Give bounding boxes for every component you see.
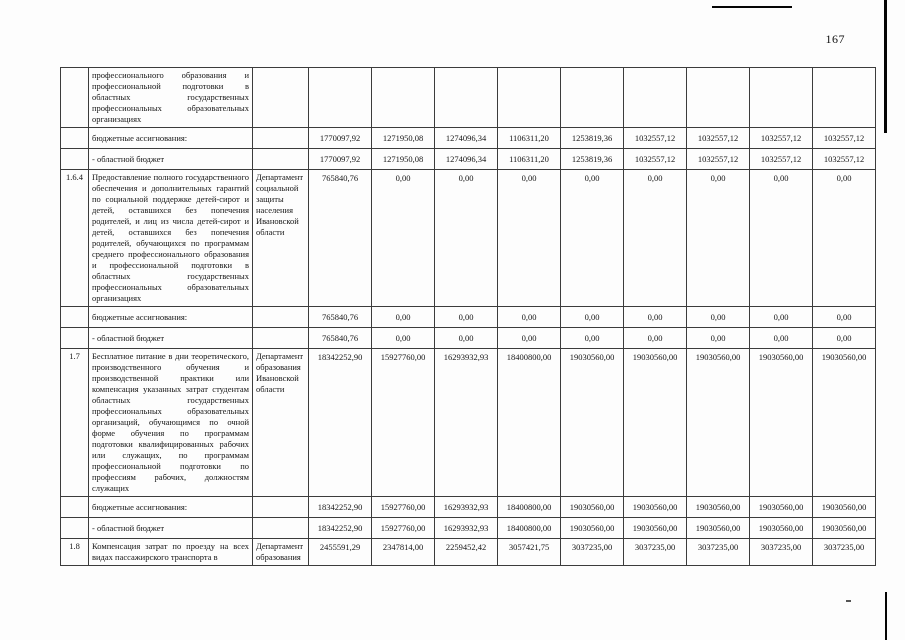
value-cell: 0,00 bbox=[687, 307, 750, 328]
table-row bbox=[61, 497, 876, 518]
department-cell bbox=[253, 307, 309, 328]
row-number-cell bbox=[61, 307, 89, 328]
value-cell bbox=[372, 68, 435, 128]
scan-artifact-top-line bbox=[712, 6, 792, 8]
value-cell: 2259452,42 bbox=[435, 539, 498, 566]
value-cell: 18400800,00 bbox=[498, 497, 561, 518]
value-cell: 0,00 bbox=[813, 328, 876, 349]
page-number: 167 bbox=[825, 32, 845, 46]
row-number-cell: 1.6.4 bbox=[61, 170, 89, 307]
department-cell bbox=[253, 328, 309, 349]
value-cell bbox=[687, 68, 750, 128]
value-cell: 19030560,00 bbox=[687, 518, 750, 539]
value-cell: 1032557,12 bbox=[687, 149, 750, 170]
value-cell: 0,00 bbox=[372, 328, 435, 349]
value-cell: 18342252,90 bbox=[309, 349, 372, 497]
value-cell: 3037235,00 bbox=[561, 539, 624, 566]
value-cell: 0,00 bbox=[372, 307, 435, 328]
row-number-cell bbox=[61, 149, 89, 170]
value-cell: 0,00 bbox=[498, 328, 561, 349]
value-cell: 3037235,00 bbox=[687, 539, 750, 566]
description-cell: - областной бюджет bbox=[89, 328, 253, 349]
value-cell: 1032557,12 bbox=[687, 128, 750, 149]
value-cell: 3057421,75 bbox=[498, 539, 561, 566]
value-cell: 0,00 bbox=[813, 170, 876, 307]
value-cell: 19030560,00 bbox=[813, 349, 876, 497]
value-cell bbox=[624, 68, 687, 128]
value-cell: 0,00 bbox=[750, 328, 813, 349]
value-cell: 1271950,08 bbox=[372, 128, 435, 149]
value-cell: 19030560,00 bbox=[561, 497, 624, 518]
department-cell bbox=[253, 518, 309, 539]
table-row bbox=[61, 328, 876, 349]
value-cell: 19030560,00 bbox=[813, 497, 876, 518]
value-cell bbox=[309, 68, 372, 128]
description-cell: бюджетные ассигнования: bbox=[89, 128, 253, 149]
description-cell: бюджетные ассигнования: bbox=[89, 307, 253, 328]
value-cell: 19030560,00 bbox=[624, 497, 687, 518]
value-cell: 1274096,34 bbox=[435, 149, 498, 170]
value-cell: 1271950,08 bbox=[372, 149, 435, 170]
description-cell: Компенсация затрат по проезду на всех видах пассажирского транспорта в bbox=[89, 539, 253, 566]
row-number-cell bbox=[61, 128, 89, 149]
department-cell bbox=[253, 68, 309, 128]
value-cell: 1032557,12 bbox=[624, 128, 687, 149]
row-number-cell bbox=[61, 518, 89, 539]
value-cell: 19030560,00 bbox=[750, 349, 813, 497]
value-cell: 2347814,00 bbox=[372, 539, 435, 566]
value-cell: 0,00 bbox=[561, 170, 624, 307]
value-cell: 765840,76 bbox=[309, 328, 372, 349]
row-number-cell bbox=[61, 497, 89, 518]
value-cell: 19030560,00 bbox=[750, 518, 813, 539]
value-cell: 0,00 bbox=[624, 328, 687, 349]
value-cell: 0,00 bbox=[750, 170, 813, 307]
table-row bbox=[61, 68, 876, 128]
value-cell: 0,00 bbox=[561, 307, 624, 328]
value-cell: 765840,76 bbox=[309, 307, 372, 328]
value-cell: 0,00 bbox=[561, 328, 624, 349]
value-cell: 0,00 bbox=[750, 307, 813, 328]
department-cell bbox=[253, 149, 309, 170]
value-cell: 1032557,12 bbox=[750, 128, 813, 149]
value-cell: 1106311,20 bbox=[498, 128, 561, 149]
scan-artifact-right-line-bottom bbox=[885, 592, 887, 640]
value-cell: 19030560,00 bbox=[561, 349, 624, 497]
department-cell: Департамент образования Ивановской области bbox=[253, 349, 309, 497]
value-cell: 1770097,92 bbox=[309, 149, 372, 170]
value-cell: 2455591,29 bbox=[309, 539, 372, 566]
value-cell: 1032557,12 bbox=[624, 149, 687, 170]
value-cell: 0,00 bbox=[372, 170, 435, 307]
scan-artifact-right-line-top bbox=[884, 0, 887, 133]
description-cell: профессионального образования и профессиональной подготовки в областных государственных профессиональных образовательных организациях bbox=[89, 68, 253, 128]
value-cell: 0,00 bbox=[435, 307, 498, 328]
budget-table-body bbox=[61, 68, 876, 566]
value-cell: 18342252,90 bbox=[309, 518, 372, 539]
value-cell: 1253819,36 bbox=[561, 149, 624, 170]
row-number-cell: 1.7 bbox=[61, 349, 89, 497]
table-row bbox=[61, 518, 876, 539]
description-cell: - областной бюджет bbox=[89, 518, 253, 539]
value-cell: 0,00 bbox=[624, 170, 687, 307]
table-row bbox=[61, 349, 876, 497]
table-row bbox=[61, 539, 876, 566]
scan-artifact-speck bbox=[846, 600, 851, 602]
value-cell bbox=[498, 68, 561, 128]
value-cell: 0,00 bbox=[435, 170, 498, 307]
value-cell: 19030560,00 bbox=[624, 349, 687, 497]
value-cell: 1770097,92 bbox=[309, 128, 372, 149]
department-cell bbox=[253, 128, 309, 149]
table-row bbox=[61, 128, 876, 149]
value-cell: 15927760,00 bbox=[372, 518, 435, 539]
value-cell: 16293932,93 bbox=[435, 497, 498, 518]
value-cell: 0,00 bbox=[624, 307, 687, 328]
description-cell: Бесплатное питание в дни теоретического, производственного обучения и производственной практики или компенсация указанных затрат студентам областных государственных профессиональных образовательных организаций, обучающимся по очной форме обучения по программам подготовки квалифицированных рабочих или служащих, по программам профессиональной подготовки по профессиям рабочих, должностям служащих bbox=[89, 349, 253, 497]
value-cell: 1032557,12 bbox=[813, 149, 876, 170]
description-cell: - областной бюджет bbox=[89, 149, 253, 170]
value-cell bbox=[435, 68, 498, 128]
value-cell bbox=[813, 68, 876, 128]
row-number-cell bbox=[61, 68, 89, 128]
value-cell: 0,00 bbox=[498, 307, 561, 328]
row-number-cell bbox=[61, 328, 89, 349]
value-cell: 1032557,12 bbox=[750, 149, 813, 170]
value-cell: 18342252,90 bbox=[309, 497, 372, 518]
value-cell: 3037235,00 bbox=[813, 539, 876, 566]
value-cell: 19030560,00 bbox=[813, 518, 876, 539]
value-cell bbox=[750, 68, 813, 128]
value-cell: 0,00 bbox=[813, 307, 876, 328]
value-cell: 0,00 bbox=[498, 170, 561, 307]
value-cell: 765840,76 bbox=[309, 170, 372, 307]
value-cell: 0,00 bbox=[435, 328, 498, 349]
value-cell: 1032557,12 bbox=[813, 128, 876, 149]
value-cell: 19030560,00 bbox=[624, 518, 687, 539]
value-cell: 1274096,34 bbox=[435, 128, 498, 149]
value-cell: 3037235,00 bbox=[750, 539, 813, 566]
value-cell: 3037235,00 bbox=[624, 539, 687, 566]
value-cell: 16293932,93 bbox=[435, 349, 498, 497]
value-cell: 16293932,93 bbox=[435, 518, 498, 539]
value-cell: 19030560,00 bbox=[750, 497, 813, 518]
value-cell bbox=[561, 68, 624, 128]
value-cell: 19030560,00 bbox=[687, 349, 750, 497]
department-cell bbox=[253, 497, 309, 518]
value-cell: 1253819,36 bbox=[561, 128, 624, 149]
value-cell: 1106311,20 bbox=[498, 149, 561, 170]
department-cell: Департамент образования bbox=[253, 539, 309, 566]
row-number-cell: 1.8 bbox=[61, 539, 89, 566]
value-cell: 18400800,00 bbox=[498, 349, 561, 497]
department-cell: Департамент социальной защиты населения Ивановской области bbox=[253, 170, 309, 307]
value-cell: 0,00 bbox=[687, 328, 750, 349]
budget-table bbox=[60, 67, 876, 566]
value-cell: 0,00 bbox=[687, 170, 750, 307]
table-row bbox=[61, 170, 876, 307]
value-cell: 19030560,00 bbox=[561, 518, 624, 539]
value-cell: 19030560,00 bbox=[687, 497, 750, 518]
description-cell: бюджетные ассигнования: bbox=[89, 497, 253, 518]
value-cell: 15927760,00 bbox=[372, 497, 435, 518]
table-row bbox=[61, 307, 876, 328]
value-cell: 18400800,00 bbox=[498, 518, 561, 539]
value-cell: 15927760,00 bbox=[372, 349, 435, 497]
table-row bbox=[61, 149, 876, 170]
description-cell: Предоставление полного государственного обеспечения и дополнительных гарантий по социальной поддержке детей-сирот и детей, оставшихся без попечения родителей, и лиц из числа детей-сирот и детей, оставшихся без попечения родителей, обучающихся по программам среднего профессионального образования и профессиональной подготовки в областных государственных профессиональных образовательных организациях bbox=[89, 170, 253, 307]
